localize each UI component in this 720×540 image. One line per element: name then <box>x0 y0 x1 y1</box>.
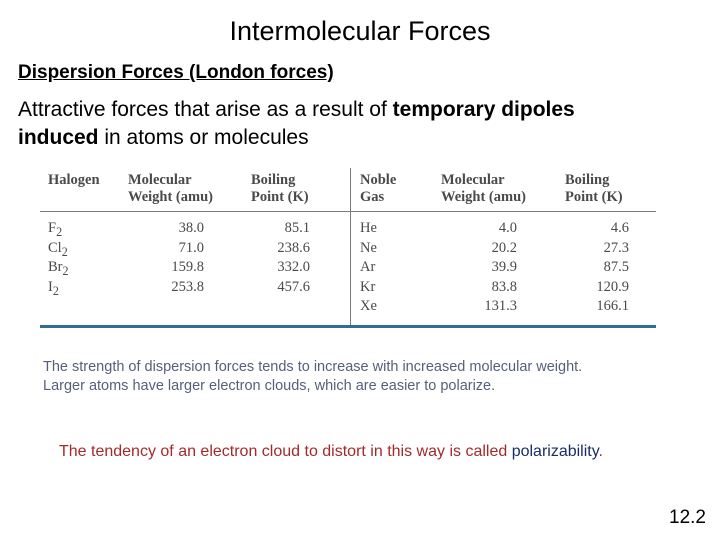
noble-bp: 166.1 <box>596 298 629 314</box>
table-body <box>40 220 656 332</box>
header-noble-molecular-weight: Molecular Weight (amu) <box>441 172 526 205</box>
table-header <box>40 168 656 212</box>
noble-mw: 83.8 <box>491 278 517 295</box>
definition-part1: Attractive forces that arise as a result of <box>18 98 393 121</box>
table-row <box>40 259 656 279</box>
noble-symbol: Ne <box>360 239 377 256</box>
halogen-mw: 71.0 <box>178 239 204 256</box>
definition-bold-temporary-dipoles: temporary dipoles <box>392 98 575 121</box>
header-halogen-molecular-weight: Molecular Weight (amu) <box>128 172 213 205</box>
halogen-symbol: $F_2$ <box>48 220 63 239</box>
page-number: 12.2 <box>669 507 706 528</box>
noble-symbol: He <box>360 220 377 236</box>
table-bottom-rule <box>40 325 656 328</box>
section-heading: Dispersion Forces (London forces) <box>18 62 334 83</box>
note-line-1: The strength of dispersion forces tends to increase with increased molecular weight. <box>43 359 583 375</box>
halogen-symbol: $Br_2$ <box>48 259 69 278</box>
noble-symbol: Ar <box>360 259 376 275</box>
table-row <box>40 279 656 299</box>
noble-bp: 120.9 <box>596 278 629 295</box>
header-halogen: Halogen <box>48 172 100 188</box>
noble-mw: 131.3 <box>484 298 517 314</box>
header-halogen-boiling-point: Boiling Point (K) <box>251 172 309 205</box>
definition-text <box>18 96 708 152</box>
definition-part2: in atoms or molecules <box>98 126 309 149</box>
halogen-bp: 332.0 <box>277 259 310 275</box>
halogen-mw: 159.8 <box>171 259 204 275</box>
polarizability-statement <box>59 443 603 461</box>
polarizability-term: polarizability <box>511 443 599 460</box>
noble-mw: 4.0 <box>498 220 517 236</box>
note-line-2: Larger atoms have larger electron clouds, which are easier to polarize. <box>43 378 496 394</box>
noble-bp: 27.3 <box>603 239 629 256</box>
table-row <box>40 298 656 318</box>
definition-bold-induced: induced <box>18 126 99 149</box>
header-noble-gas: Noble Gas <box>360 172 397 205</box>
halogen-mw: 253.8 <box>171 278 204 295</box>
boiling-point-table <box>40 168 656 332</box>
halogen-symbol: $Cl_2$ <box>48 239 68 259</box>
table-row <box>40 240 656 260</box>
noble-symbol: Kr <box>360 278 376 295</box>
halogen-bp: 238.6 <box>277 239 310 256</box>
noble-bp: 87.5 <box>603 259 629 275</box>
halogen-symbol: $I_2$ <box>48 278 59 298</box>
halogen-bp: 85.1 <box>284 220 310 236</box>
slide-title: Intermolecular Forces <box>229 16 491 46</box>
header-noble-boiling-point: Boiling Point (K) <box>565 172 623 205</box>
table-row <box>40 220 656 240</box>
dispersion-note <box>43 358 582 396</box>
noble-symbol: Xe <box>360 298 377 314</box>
header-rule <box>40 211 656 212</box>
noble-mw: 20.2 <box>491 239 517 256</box>
polarizability-end: . <box>598 443 603 460</box>
halogen-bp: 457.6 <box>277 278 310 295</box>
polarizability-text: The tendency of an electron cloud to distort in this way is called <box>59 443 512 460</box>
halogen-mw: 38.0 <box>178 220 204 236</box>
noble-mw: 39.9 <box>491 259 517 275</box>
noble-bp: 4.6 <box>610 220 629 236</box>
